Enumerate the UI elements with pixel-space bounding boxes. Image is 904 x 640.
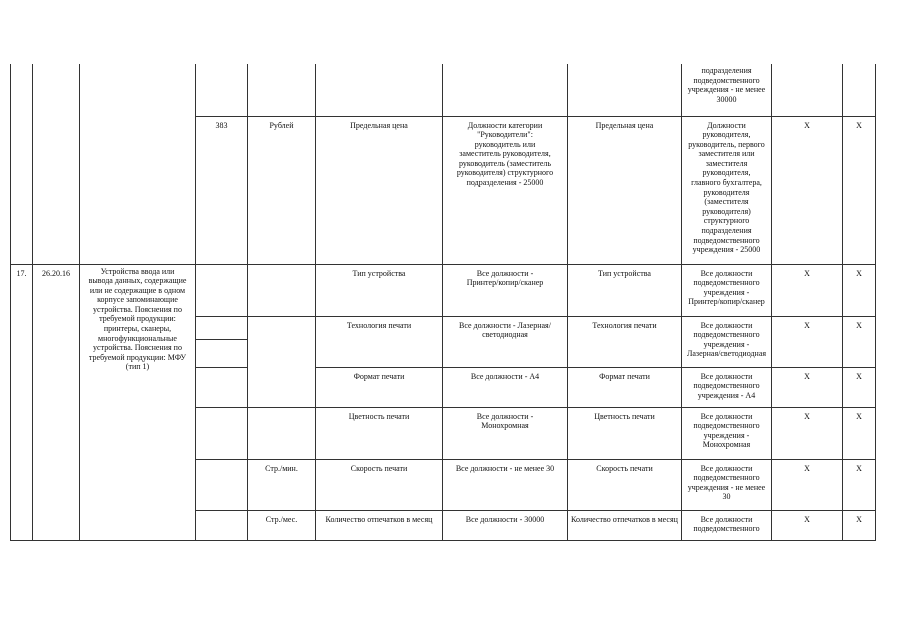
cell-required-value: Должности руководителя, руководитель, первого заместителя или заместителя руководителя, главного бухгалтера, руководителя (заместителя руководителя) структурного подразделения подведомственного учреждения - 25000 <box>682 116 772 264</box>
cell-characteristic: Предельная цена <box>316 116 443 264</box>
cell-x-mark: X <box>772 459 843 510</box>
cell-okpd-code: 26.20.16 <box>33 264 80 540</box>
requirements-table <box>10 64 876 541</box>
cell-characteristic-required: Скорость печати <box>568 459 682 510</box>
cell-characteristic: Тип устройства <box>316 264 443 316</box>
table-row <box>11 264 876 316</box>
cell-required-value: Все должности подведомственного учреждения - не менее 30 <box>682 459 772 510</box>
cell-characteristic-required: Формат печати <box>568 367 682 407</box>
cell-x-mark: X <box>843 316 876 367</box>
table-row <box>11 116 876 264</box>
cell-okei-code: 383 <box>196 116 248 264</box>
cell-item-name: Устройства ввода или вывода данных, содержащие или не содержащие в одном корпусе запоминающие устройства. Пояснения по требуемой продукции: принтеры, сканеры, многофункциональные устройства. Пояснения по требуемой продукции: МФУ (тип 1) <box>80 264 196 540</box>
cell-characteristic: Цветность печати <box>316 407 443 459</box>
cell-unit: Рублей <box>248 116 316 264</box>
cell-x-mark: X <box>772 510 843 540</box>
cell-required-value: Все должности подведомственного <box>682 510 772 540</box>
cell-approved-value: Все должности - Лазерная/ светодиодная <box>443 316 568 367</box>
cell-item-number: 17. <box>11 264 33 540</box>
cell-unit: Стр./мин. <box>248 459 316 510</box>
cell-approved-value: Должности категории "Руководители": руководитель или заместитель руководителя, руководитель (заместитель руководителя) структурного подразделения - 25000 <box>443 116 568 264</box>
table-row <box>11 64 876 116</box>
cell-characteristic-required: Количество отпечатков в месяц <box>568 510 682 540</box>
cell-x-mark: X <box>772 264 843 316</box>
cell-required-value: подразделения подведомственного учреждения - не менее 30000 <box>682 64 772 116</box>
cell-required-value: Все должности подведомственного учреждения - А4 <box>682 367 772 407</box>
cell-required-value: Все должности подведомственного учреждения - Монохромная <box>682 407 772 459</box>
cell-x-mark: X <box>843 510 876 540</box>
cell-x-mark: X <box>772 116 843 264</box>
cell-characteristic: Скорость печати <box>316 459 443 510</box>
cell-required-value: Все должности подведомственного учреждения - Лазерная/светодиодная <box>682 316 772 367</box>
cell-x-mark: X <box>843 459 876 510</box>
cell-characteristic: Формат печати <box>316 367 443 407</box>
document-page <box>10 64 876 541</box>
cell-x-mark: X <box>772 407 843 459</box>
cell-x-mark: X <box>772 316 843 367</box>
cell-characteristic: Технология печати <box>316 316 443 367</box>
cell-x-mark: X <box>772 367 843 407</box>
cell-approved-value: Все должности - не менее 30 <box>443 459 568 510</box>
cell-approved-value: Все должности - 30000 <box>443 510 568 540</box>
cell-x-mark: X <box>843 264 876 316</box>
cell-x-mark: X <box>843 116 876 264</box>
cell-required-value: Все должности подведомственного учреждения - Принтер/копир/сканер <box>682 264 772 316</box>
cell-x-mark: X <box>843 367 876 407</box>
cell-unit: Стр./мес. <box>248 510 316 540</box>
cell-characteristic: Количество отпечатков в месяц <box>316 510 443 540</box>
cell-approved-value: Все должности - Монохромная <box>443 407 568 459</box>
cell-approved-value: Все должности - Принтер/копир/сканер <box>443 264 568 316</box>
cell-characteristic-required: Цветность печати <box>568 407 682 459</box>
cell-characteristic-required: Предельная цена <box>568 116 682 264</box>
cell-characteristic-required: Технология печати <box>568 316 682 367</box>
cell-approved-value: Все должности - А4 <box>443 367 568 407</box>
cell-characteristic-required: Тип устройства <box>568 264 682 316</box>
cell-x-mark: X <box>843 407 876 459</box>
